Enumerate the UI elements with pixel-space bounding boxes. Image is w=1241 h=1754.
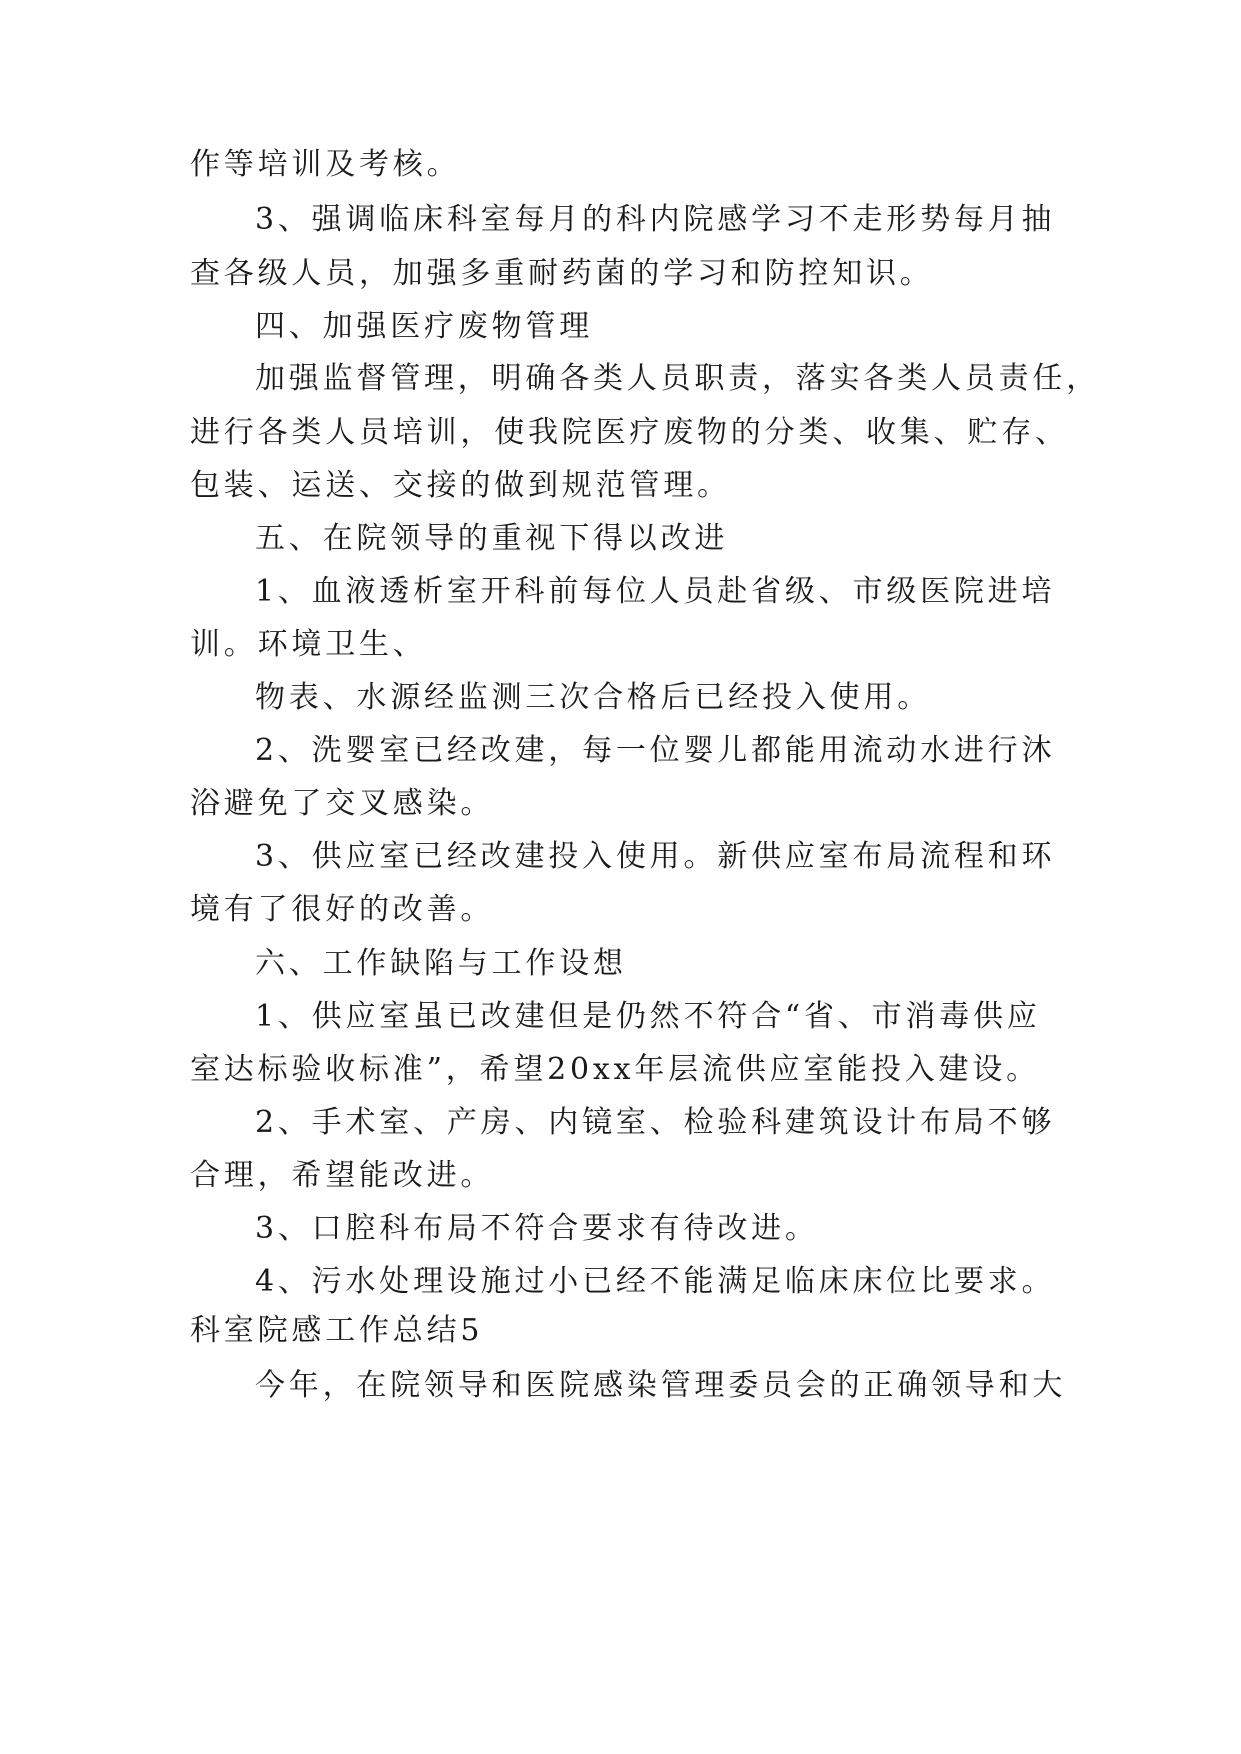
section-heading: 五、在院领导的重视下得以改进 <box>255 521 729 556</box>
text-line: 3、供应室已经改建投入使用。新供应室布局流程和环 <box>255 839 1056 874</box>
text-line: 2、洗婴室已经改建，每一位婴儿都能用流动水进行沐 <box>255 733 1056 768</box>
section-heading: 六、工作缺陷与工作设想 <box>255 946 627 981</box>
text-line: 3、强调临床科室每月的科内院感学习不走形势每月抽 <box>255 202 1056 237</box>
text-line: 2、手术室、产房、内镜室、检验科建筑设计布局不够 <box>255 1105 1056 1140</box>
text-line: 室达标验收标准”，希望20xx年层流供应室能投入建设。 <box>190 1052 1040 1087</box>
text-line: 进行各类人员培训，使我院医疗废物的分类、收集、贮存、 <box>190 415 1069 450</box>
text-line: 包装、运送、交接的做到规范管理。 <box>190 468 731 503</box>
text-line: 查各级人员，加强多重耐药菌的学习和防控知识。 <box>190 256 934 291</box>
text-line: 浴避免了交叉感染。 <box>190 786 495 821</box>
text-line: 4、污水处理设施过小已经不能满足临床床位比要求。 <box>255 1264 1056 1299</box>
text-line: 作等培训及考核。 <box>190 147 461 182</box>
text-line: 物表、水源经监测三次合格后已经投入使用。 <box>255 680 931 715</box>
text-line: 3、口腔科布局不符合要求有待改进。 <box>255 1211 819 1246</box>
document-title: 科室院感工作总结5 <box>190 1313 484 1348</box>
text-line: 1、供应室虽已改建但是仍然不符合“省、市消毒供应 <box>255 999 1041 1034</box>
section-heading: 四、加强医疗废物管理 <box>255 309 593 344</box>
text-line: 今年，在院领导和医院感染管理委员会的正确领导和大 <box>255 1368 1067 1403</box>
text-line: 1、血液透析室开科前每位人员赴省级、市级医院进培 <box>255 574 1056 609</box>
text-line: 境有了很好的改善。 <box>190 892 495 927</box>
text-line: 训。环境卫生、 <box>190 627 427 662</box>
text-line: 合理，希望能改进。 <box>190 1158 495 1193</box>
text-line: 加强监督管理，明确各类人员职责，落实各类人员责任， <box>255 361 1100 396</box>
